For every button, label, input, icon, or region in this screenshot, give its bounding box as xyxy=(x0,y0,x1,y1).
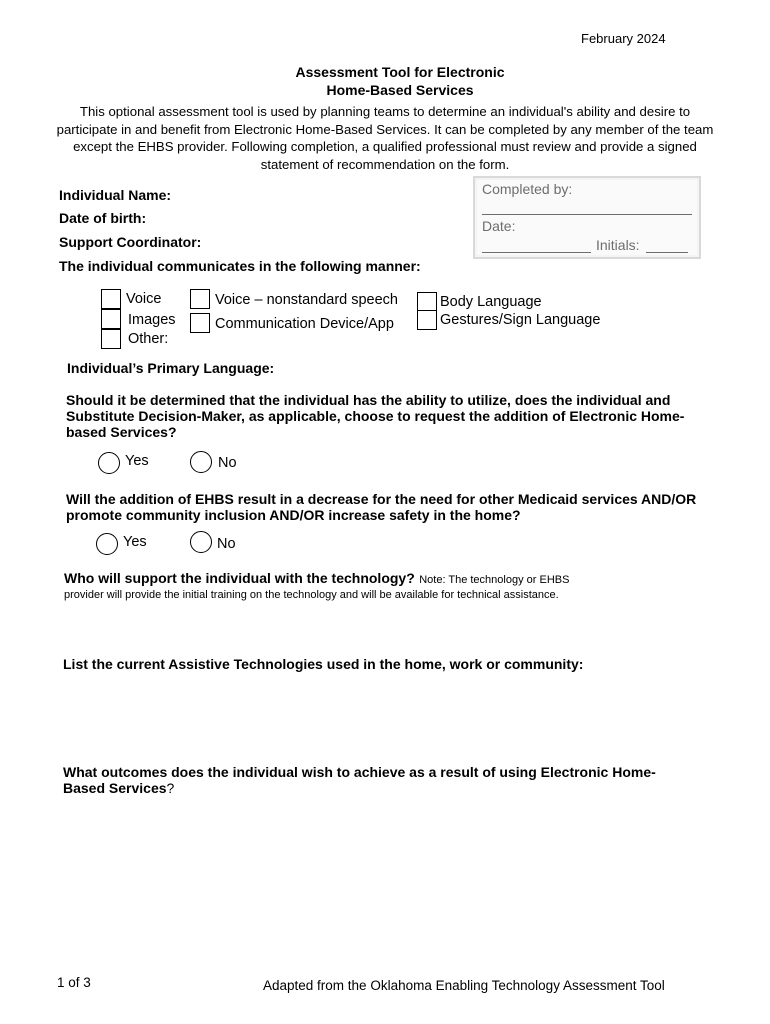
primary-language-label: Individual’s Primary Language: xyxy=(67,360,275,376)
q5-text: What outcomes does the individual wish to achieve as a result of using Electronic Home-Based Services xyxy=(63,764,656,796)
q1-yes-label: Yes xyxy=(125,453,149,469)
q5-question-mark: ? xyxy=(166,780,175,796)
q2-yes-label: Yes xyxy=(123,534,147,550)
body-language-label: Body Language xyxy=(440,294,542,310)
question-request-ehbs: Should it be determined that the individual has the ability to utilize, does the individual and Substitute Decision-Maker, as applicable, choose to request the addition of Electronic Home-based Services? xyxy=(66,392,685,440)
question-who-supports xyxy=(64,570,569,588)
q1-no-radio[interactable] xyxy=(190,451,212,473)
q1-no-label: No xyxy=(218,455,237,471)
footer-source: Adapted from the Oklahoma Enabling Technology Assessment Tool xyxy=(263,978,665,993)
q3-note: Note: The technology or EHBS xyxy=(419,574,570,586)
page-number: 1 of 3 xyxy=(57,975,91,990)
initials-label: Initials: xyxy=(596,237,640,253)
question-outcomes xyxy=(63,764,683,796)
images-checkbox[interactable] xyxy=(101,309,121,329)
title-line-2: Home-Based Services xyxy=(326,82,474,98)
initials-line[interactable] xyxy=(646,252,688,253)
body-language-checkbox[interactable] xyxy=(417,292,437,312)
box-date-label: Date: xyxy=(482,218,516,234)
intro-paragraph: This optional assessment tool is used by planning teams to determine an individual's ability and desire to participate in and benefit from Electronic Home-Based Services. It can be completed by any member of the team except the EHBS provider. Following completion, a qualified professional must review and provide a signed statement of recommendation on the form. xyxy=(56,104,714,172)
title-line-1: Assessment Tool for Electronic xyxy=(295,64,505,80)
individual-name-label: Individual Name: xyxy=(59,187,172,203)
question-decrease-need: Will the addition of EHBS result in a decrease for the need for other Medicaid services AND/OR promote community inclusion AND/OR increase safety in the home? xyxy=(66,491,697,523)
document-title xyxy=(0,63,770,99)
support-coordinator-label: Support Coordinator: xyxy=(59,234,202,250)
voice-checkbox[interactable] xyxy=(101,289,121,309)
document-date: February 2024 xyxy=(581,31,666,46)
q2-yes-radio[interactable] xyxy=(96,533,118,555)
completed-by-label: Completed by: xyxy=(482,181,573,197)
other-checkbox[interactable] xyxy=(101,329,121,349)
voice-nonstandard-checkbox[interactable] xyxy=(190,289,210,309)
communicates-label: The individual communicates in the following manner: xyxy=(59,258,421,274)
box-date-line[interactable] xyxy=(482,252,591,253)
q2-no-radio[interactable] xyxy=(190,531,212,553)
gestures-checkbox[interactable] xyxy=(417,310,437,330)
q3-note-line2: provider will provide the initial training on the technology and will be available for technical assistance. xyxy=(64,589,559,601)
q2-no-label: No xyxy=(217,536,236,552)
completed-by-line[interactable] xyxy=(482,214,692,215)
communication-device-checkbox[interactable] xyxy=(190,313,210,333)
date-of-birth-label: Date of birth: xyxy=(59,210,147,226)
q3-label: Who will support the individual with the technology? xyxy=(64,570,415,586)
other-label: Other: xyxy=(128,331,169,347)
gestures-label: Gestures/Sign Language xyxy=(440,312,601,328)
communication-device-label: Communication Device/App xyxy=(215,316,394,332)
voice-nonstandard-label: Voice – nonstandard speech xyxy=(215,292,398,308)
images-label: Images xyxy=(128,312,176,328)
voice-label: Voice xyxy=(126,291,162,307)
q1-yes-radio[interactable] xyxy=(98,452,120,474)
question-assistive-technologies: List the current Assistive Technologies used in the home, work or community: xyxy=(63,656,584,672)
